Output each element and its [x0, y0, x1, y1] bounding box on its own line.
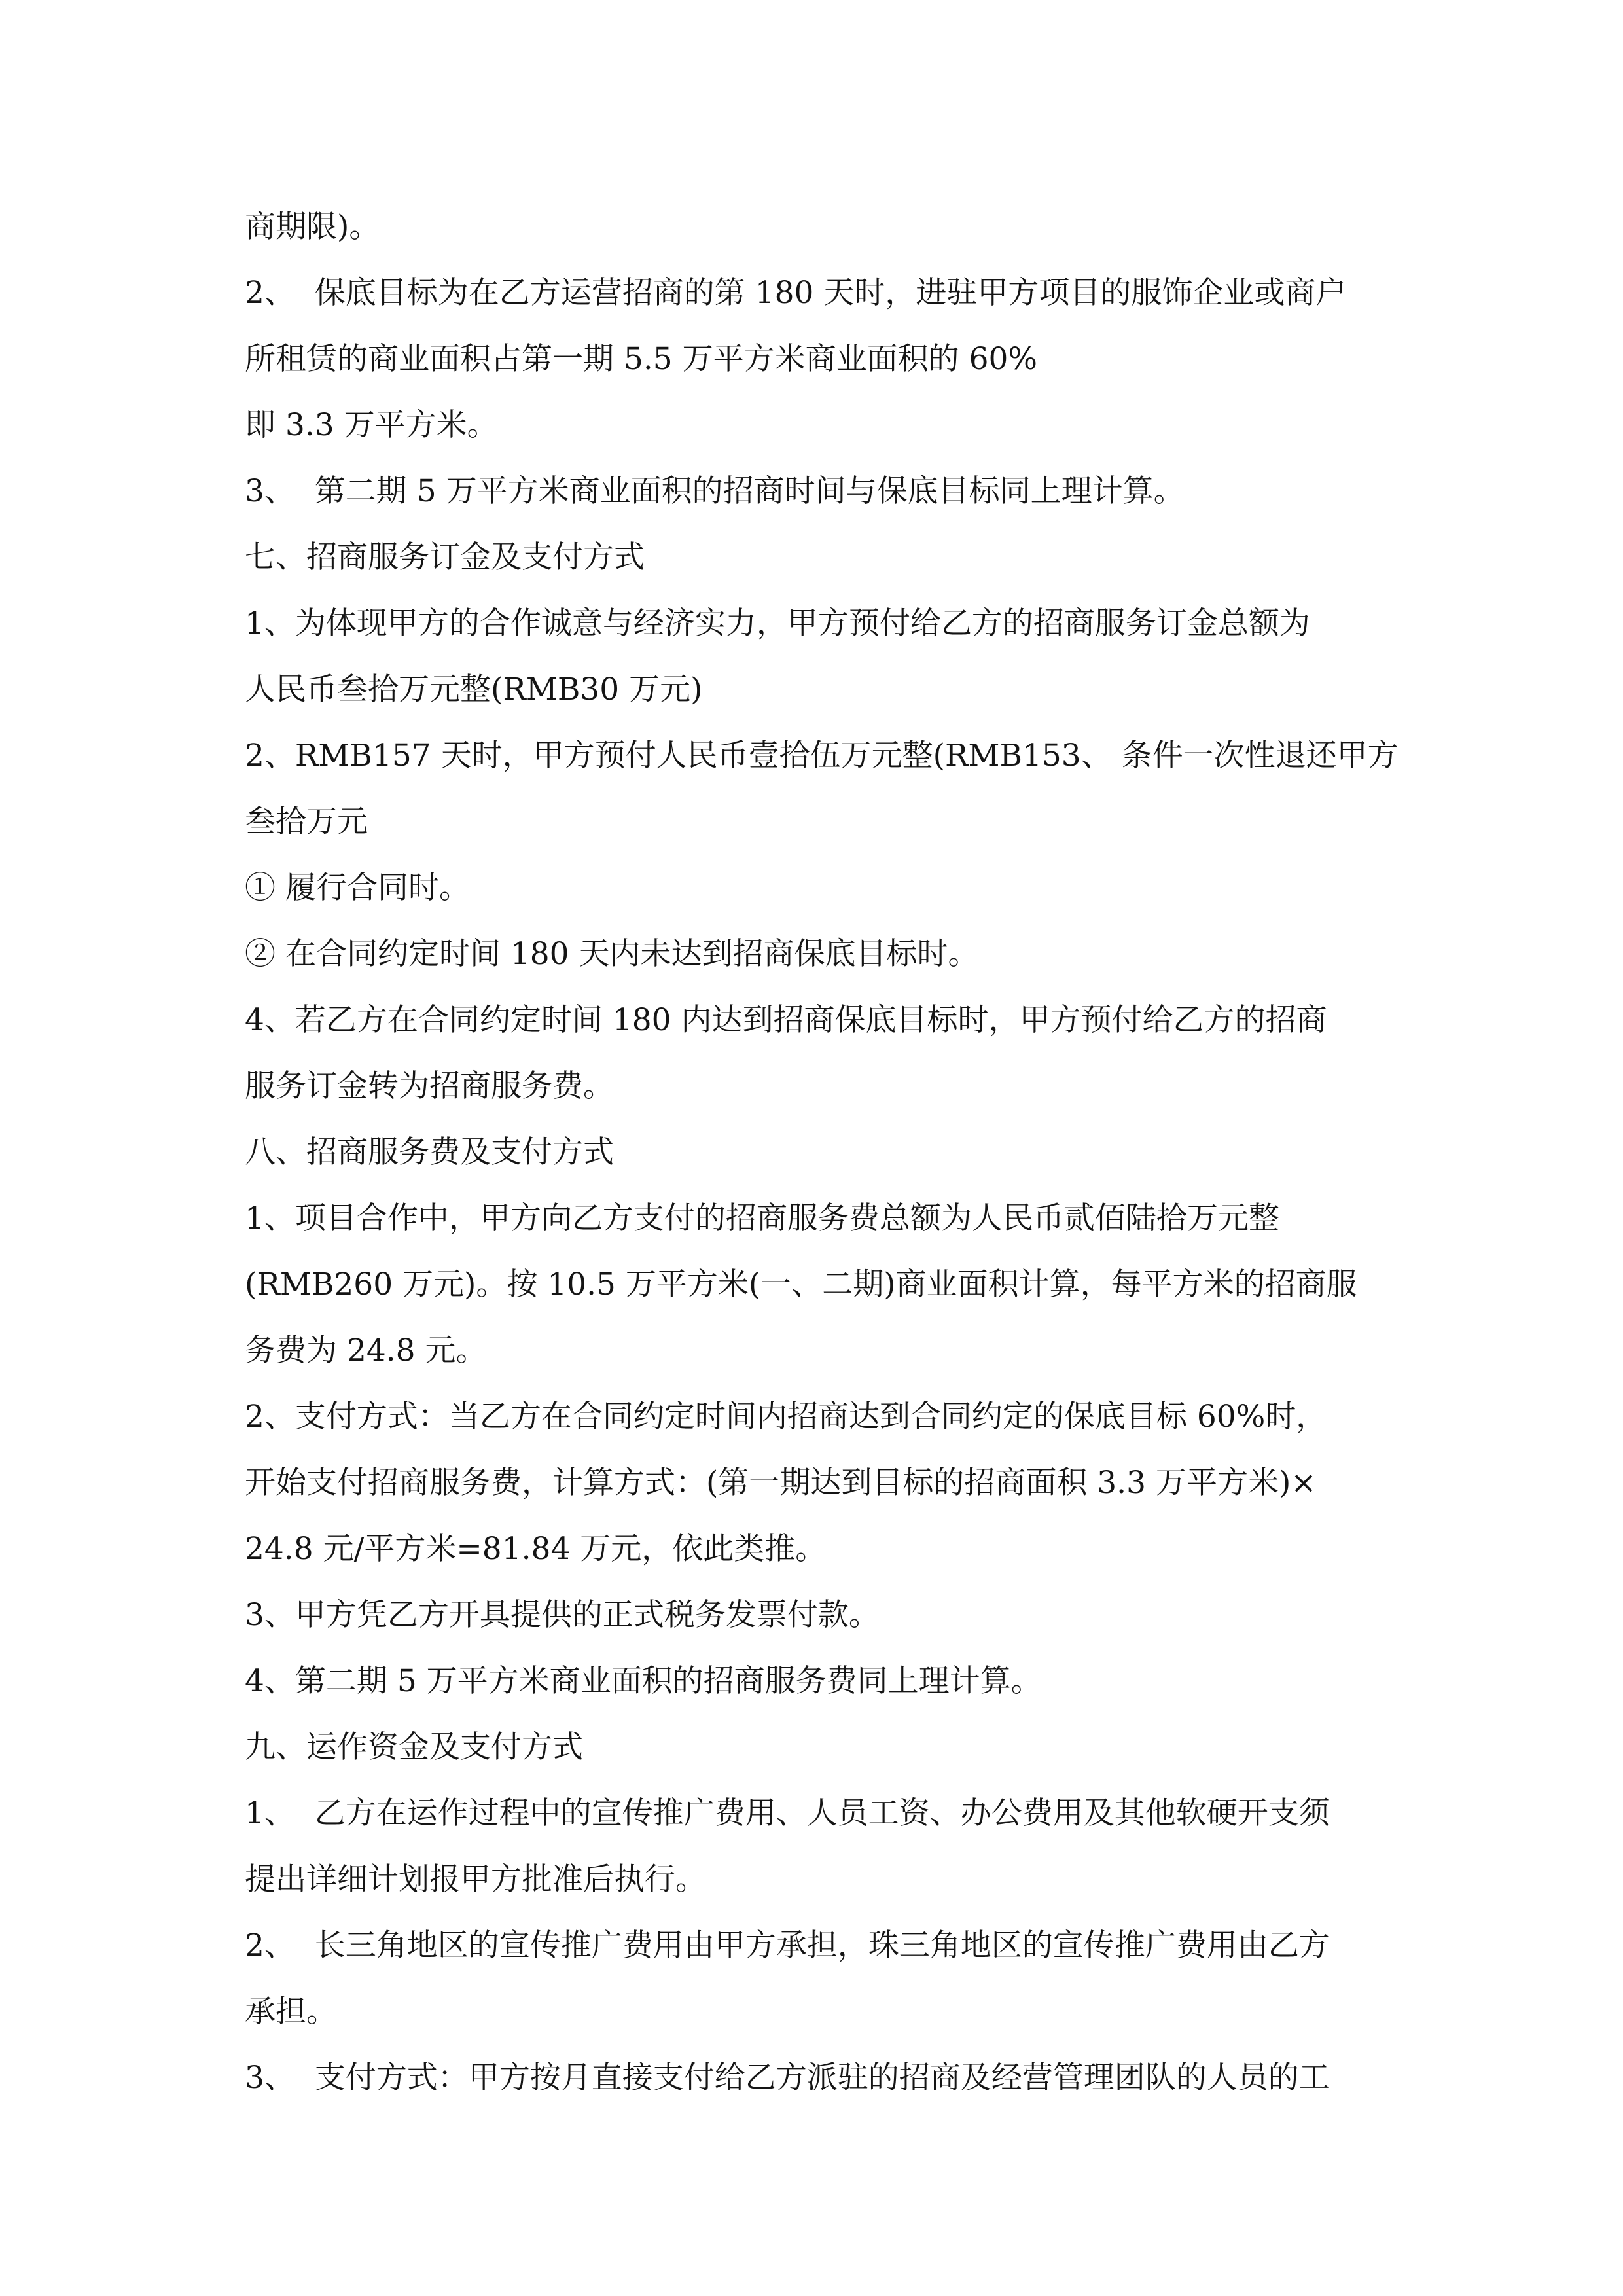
text-line: ② 在合同约定时间 180 天内未达到招商保底目标时。 [245, 936, 979, 972]
text-line: 1、为体现甲方的合作诚意与经济实力，甲方预付给乙方的招商服务订金总额为 [245, 605, 1310, 641]
text-line: 提出详细计划报甲方批准后执行。 [245, 1861, 706, 1897]
section-heading: 七、招商服务订金及支付方式 [245, 539, 645, 575]
text-line: 人民币叁拾万元整(RMB30 万元) [245, 672, 703, 708]
text-line: 4、第二期 5 万平方米商业面积的招商服务费同上理计算。 [245, 1663, 1042, 1699]
text-line: (RMB260 万元)。按 10.5 万平方米(一、二期)商业面积计算，每平方米的招商服 [245, 1266, 1357, 1302]
text-line: 3、 支付方式：甲方按月直接支付给乙方派驻的招商及经营管理团队的人员的工 [245, 2060, 1330, 2096]
text-line: 叁拾万元 [245, 804, 368, 840]
text-line: 3、甲方凭乙方开具提供的正式税务发票付款。 [245, 1597, 880, 1633]
text-line: 商期限)。 [245, 209, 380, 245]
section-heading: 九、运作资金及支付方式 [245, 1729, 583, 1765]
section-heading: 八、招商服务费及支付方式 [245, 1134, 614, 1170]
text-line: 2、 长三角地区的宣传推广费用由甲方承担，珠三角地区的宣传推广费用由乙方 [245, 1928, 1330, 1964]
text-line: 2、 保底目标为在乙方运营招商的第 180 天时，进驻甲方项目的服饰企业或商户 [245, 275, 1347, 311]
text-line: 1、项目合作中，甲方向乙方支付的招商服务费总额为人民币贰佰陆拾万元整 [245, 1200, 1279, 1236]
text-line: 开始支付招商服务费，计算方式：(第一期达到目标的招商面积 3.3 万平方米)× [245, 1465, 1317, 1501]
text-line: 服务订金转为招商服务费。 [245, 1068, 614, 1104]
text-line: 3、 第二期 5 万平方米商业面积的招商时间与保底目标同上理计算。 [245, 473, 1185, 509]
text-line: 即 3.3 万平方米。 [245, 407, 498, 443]
document-body [245, 203, 1399, 2120]
text-line: 承担。 [245, 1994, 337, 2030]
text-line: 2、RMB157 天时，甲方预付人民币壹拾伍万元整(RMB153、 条件一次性退还甲方 [245, 738, 1399, 774]
text-line: 务费为 24.8 元。 [245, 1333, 487, 1369]
text-line: 2、支付方式：当乙方在合同约定时间内招商达到合同约定的保底目标 60%时， [245, 1399, 1327, 1435]
text-line: 所租赁的商业面积占第一期 5.5 万平方米商业面积的 60% [245, 341, 1038, 377]
text-line: 1、 乙方在运作过程中的宣传推广费用、人员工资、办公费用及其他软硬开支须 [245, 1795, 1330, 1831]
text-line: ① 履行合同时。 [245, 870, 470, 906]
text-line: 4、若乙方在合同约定时间 180 内达到招商保底目标时，甲方预付给乙方的招商 [245, 1002, 1327, 1038]
text-line: 24.8 元/平方米=81.84 万元，依此类推。 [245, 1531, 827, 1567]
